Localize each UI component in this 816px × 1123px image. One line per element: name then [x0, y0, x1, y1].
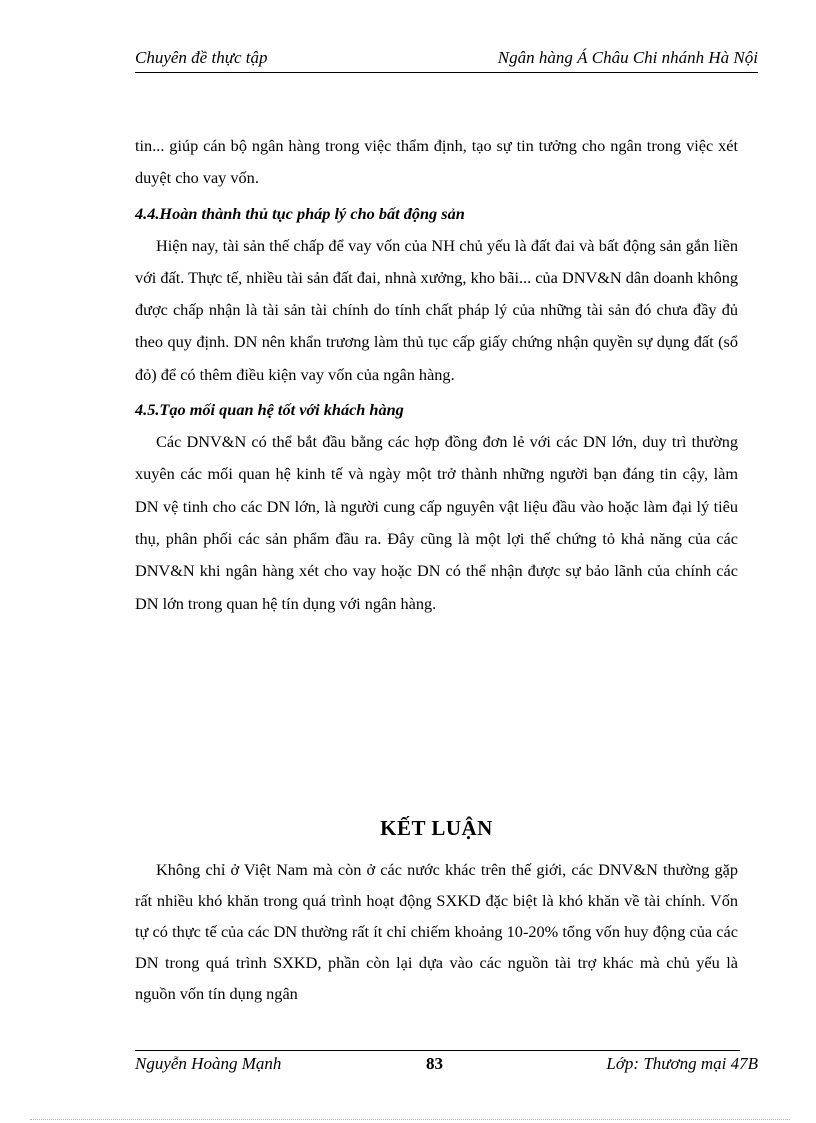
footer-class: Lớp: Thương mại 47B — [606, 1054, 758, 1073]
conclusion-title: KẾT LUẬN — [380, 816, 493, 840]
section-4-4-paragraph: Hiện nay, tài sản thế chấp để vay vốn của NH chủ yếu là đất đai và bất động sản gắn liền với đất. Thực tế, nhiều tài sản đất đai, nhnà xưởng, kho bãi... của DNV&N dân doanh không được chấp nhận là tài sản tài chính do tính chất pháp lý của những tài sản đó chưa đầy đủ theo quy định. DN nên khẩn trương làm thủ tục cấp giấy chứng nhận quyền sự dụng đất (sổ đỏ) để có thêm điều kiện vay vốn của ngân hàng. — [135, 235, 738, 384]
header-divider — [135, 72, 758, 73]
section-4-4-heading: 4.4.Hoàn thành thủ tục pháp lý cho bất động sản — [135, 203, 465, 223]
page-number: 83 — [426, 1054, 443, 1073]
intro-paragraph: tin... giúp cán bộ ngân hàng trong việc thẩm định, tạo sự tin tưởng cho ngân trong việc xét duyệt cho vay vốn. — [135, 136, 738, 188]
page-bottom-edge — [30, 1119, 790, 1120]
footer-divider — [135, 1050, 740, 1051]
section-4-5-heading: 4.5.Tạo mối quan hệ tốt với khách hàng — [135, 400, 404, 420]
page-header — [135, 48, 758, 72]
header-document-type: Chuyên đề thực tập — [135, 48, 268, 67]
section-4-5-paragraph: Các DNV&N có thể bắt đầu bằng các hợp đồng đơn lẻ với các DN lớn, duy trì thường xuyên các mối quan hệ kinh tế và ngày một trở thành những người bạn đáng tin cậy, làm DN vệ tinh cho các DN lớn, là người cung cấp nguyên vật liệu đầu vào hoặc làm đại lý tiêu thụ, phân phối các sản phẩm đầu ra. Đây cũng là một lợi thế chứng tỏ khả năng của các DNV&N khi ngân hàng xét cho vay hoặc DN có thể nhận được sự bảo lãnh của chính các DN lớn trong quan hệ tín dụng với ngân hàng. — [135, 432, 738, 613]
page-footer — [135, 1054, 758, 1078]
footer-author: Nguyễn Hoàng Mạnh — [135, 1054, 282, 1073]
header-organization: Ngân hàng Á Châu Chi nhánh Hà Nội — [497, 48, 758, 67]
conclusion-paragraph: Không chỉ ở Việt Nam mà còn ở các nước khác trên thế giới, các DNV&N thường gặp rất nhiều khó khăn trong quá trình hoạt động SXKD đặc biệt là khó khăn về tài chính. Vốn tự có thực tế của các DN thường rất ít chỉ chiếm khoảng 10-20% tổng vốn huy động của các DN trong quá trình SXKD, phần còn lại dựa vào các nguồn tài trợ khác mà chủ yếu là nguồn vốn tín dụng ngân — [135, 860, 738, 1003]
document-body — [135, 130, 738, 620]
